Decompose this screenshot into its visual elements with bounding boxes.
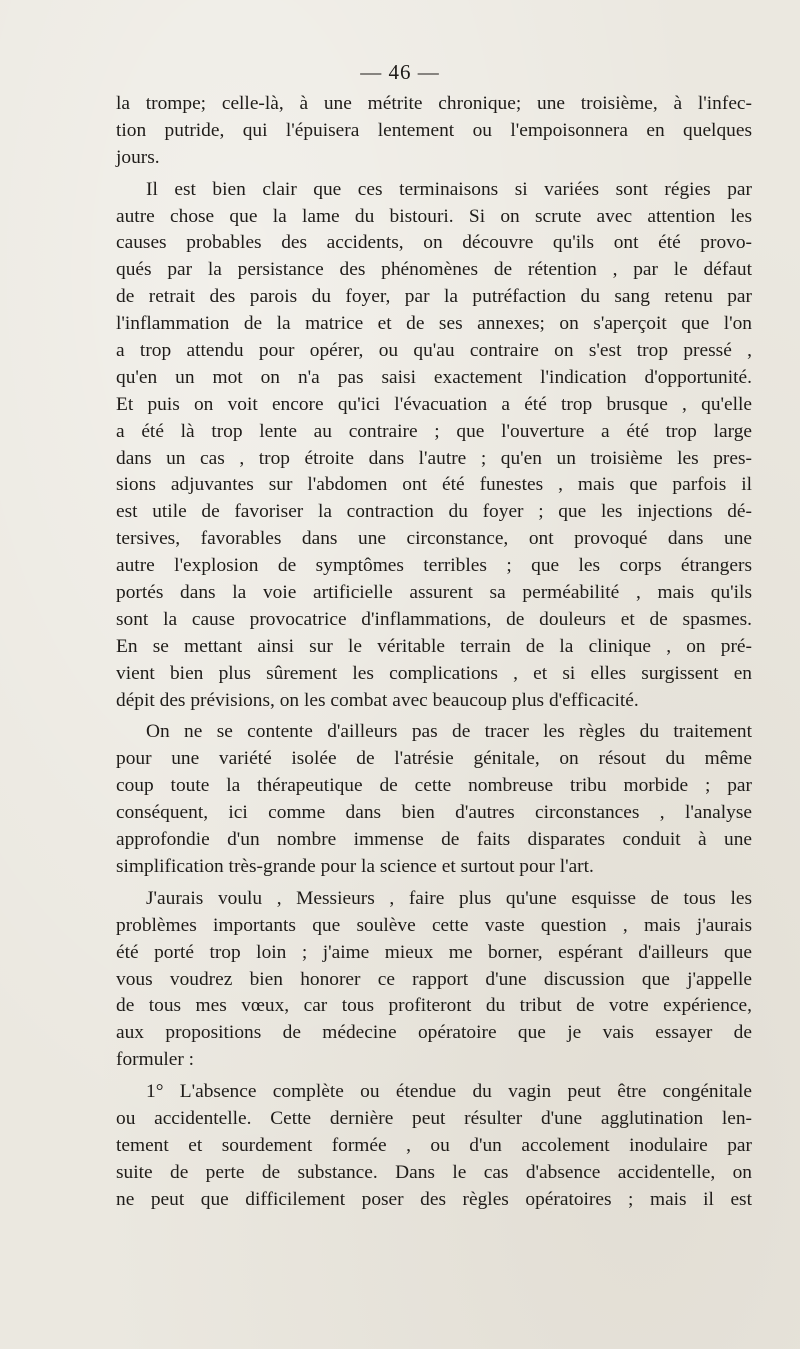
text-line: sont la cause provocatrice d'inflammations, de douleurs et de spasmes. (116, 608, 752, 630)
text-line: tement et sourdement formée , ou d'un accolement inodulaire par (116, 1134, 752, 1156)
text-line: simplification très-grande pour la science et surtout pour l'art. (116, 855, 594, 877)
text-line: Il est bien clair que ces terminaisons si variées sont régies par (146, 178, 752, 200)
text-line: portés dans la voie artificielle assurent sa perméabilité , mais qu'ils (116, 582, 752, 604)
text-line: été porté trop loin ; j'aime mieux me borner, espérant d'ailleurs que (116, 941, 752, 963)
text-line: suite de perte de substance. Dans le cas d'absence accidentelle, on (116, 1161, 752, 1183)
text-line: tersives, favorables dans une circonstance, ont provoqué dans une (116, 528, 752, 550)
text-line: pour une variété isolée de l'atrésie génitale, on résout du même (116, 748, 752, 770)
text-line: vient bien plus sûrement les complications , et si elles surgissent en (116, 662, 752, 684)
text-line: causes probables des accidents, on découvre qu'ils ont été provo- (116, 232, 752, 254)
text-line: conséquent, ici comme dans bien d'autres circonstances , l'analyse (116, 802, 752, 824)
text-line: a été là trop lente au contraire ; que l'ouverture a été trop large (116, 420, 752, 442)
text-line: approfondie d'un nombre immense de faits disparates conduit à une (116, 829, 752, 851)
text-line: J'aurais voulu , Messieurs , faire plus qu'une esquisse de tous les (146, 887, 752, 909)
text-line: 1° L'absence complète ou étendue du vagin peut être congénitale (146, 1081, 752, 1103)
text-line: dans un cas , trop étroite dans l'autre ; qu'en un troisième les pres- (116, 447, 752, 469)
text-line: l'inflammation de la matrice et de ses annexes; on s'aperçoit que l'on (116, 313, 752, 335)
text-line: de retrait des parois du foyer, par la putréfaction du sang retenu par (116, 286, 752, 308)
text-line: En se mettant ainsi sur le véritable terrain de la clinique , on pré- (116, 635, 752, 657)
text-line: ne peut que difficilement poser des règles opératoires ; mais il est (116, 1188, 752, 1210)
text-line: aux propositions de médecine opératoire que je vais essayer de (116, 1022, 752, 1044)
text-line: vous voudrez bien honorer ce rapport d'une discussion que j'appelle (116, 968, 752, 990)
paragraph-3 (116, 719, 752, 880)
text-line: formuler : (116, 1049, 195, 1071)
text-line: est utile de favoriser la contraction du foyer ; que les injections dé- (116, 501, 752, 523)
text-line: dépit des prévisions, on les combat avec beaucoup plus d'efficacité. (116, 689, 639, 711)
text-line: Et puis on voit encore qu'ici l'évacuation a été trop brusque , qu'elle (116, 393, 752, 415)
body-text (116, 91, 752, 1219)
text-line: a trop attendu pour opérer, ou qu'au contraire on s'est trop pressé , (116, 340, 752, 362)
text-line: problèmes importants que soulève cette vaste question , mais j'aurais (116, 914, 752, 936)
text-line: On ne se contente d'ailleurs pas de tracer les règles du traitement (146, 721, 752, 743)
text-line: ou accidentelle. Cette dernière peut résulter d'une agglutination len- (116, 1107, 752, 1129)
text-line: coup toute la thérapeutique de cette nombreuse tribu morbide ; par (116, 775, 752, 797)
paragraph-4 (116, 886, 752, 1074)
page-number: — 46 — (360, 60, 440, 84)
text-line: qu'en un mot on n'a pas saisi exactement l'indication d'opportunité. (116, 366, 752, 388)
paragraph-2 (116, 177, 752, 715)
text-line: la trompe; celle-là, à une métrite chronique; une troisième, à l'infec- (116, 93, 752, 114)
text-line: autre l'explosion de symptômes terribles ; que les corps étrangers (116, 555, 752, 577)
paragraph-5 (116, 1079, 752, 1213)
paragraph-1 (116, 91, 752, 172)
text-line: de tous mes vœux, car tous profiteront du tribut de votre expérience, (116, 995, 752, 1017)
text-line: qués par la persistance des phénomènes de rétention , par le défaut (116, 259, 752, 281)
text-line: tion putride, qui l'épuisera lentement ou l'empoisonnera en quelques (116, 119, 752, 141)
text-line: sions adjuvantes sur l'abdomen ont été funestes , mais que parfois il (116, 474, 752, 496)
text-line: autre chose que la lame du bistouri. Si on scrute avec attention les (116, 205, 752, 227)
text-line: jours. (116, 146, 160, 168)
